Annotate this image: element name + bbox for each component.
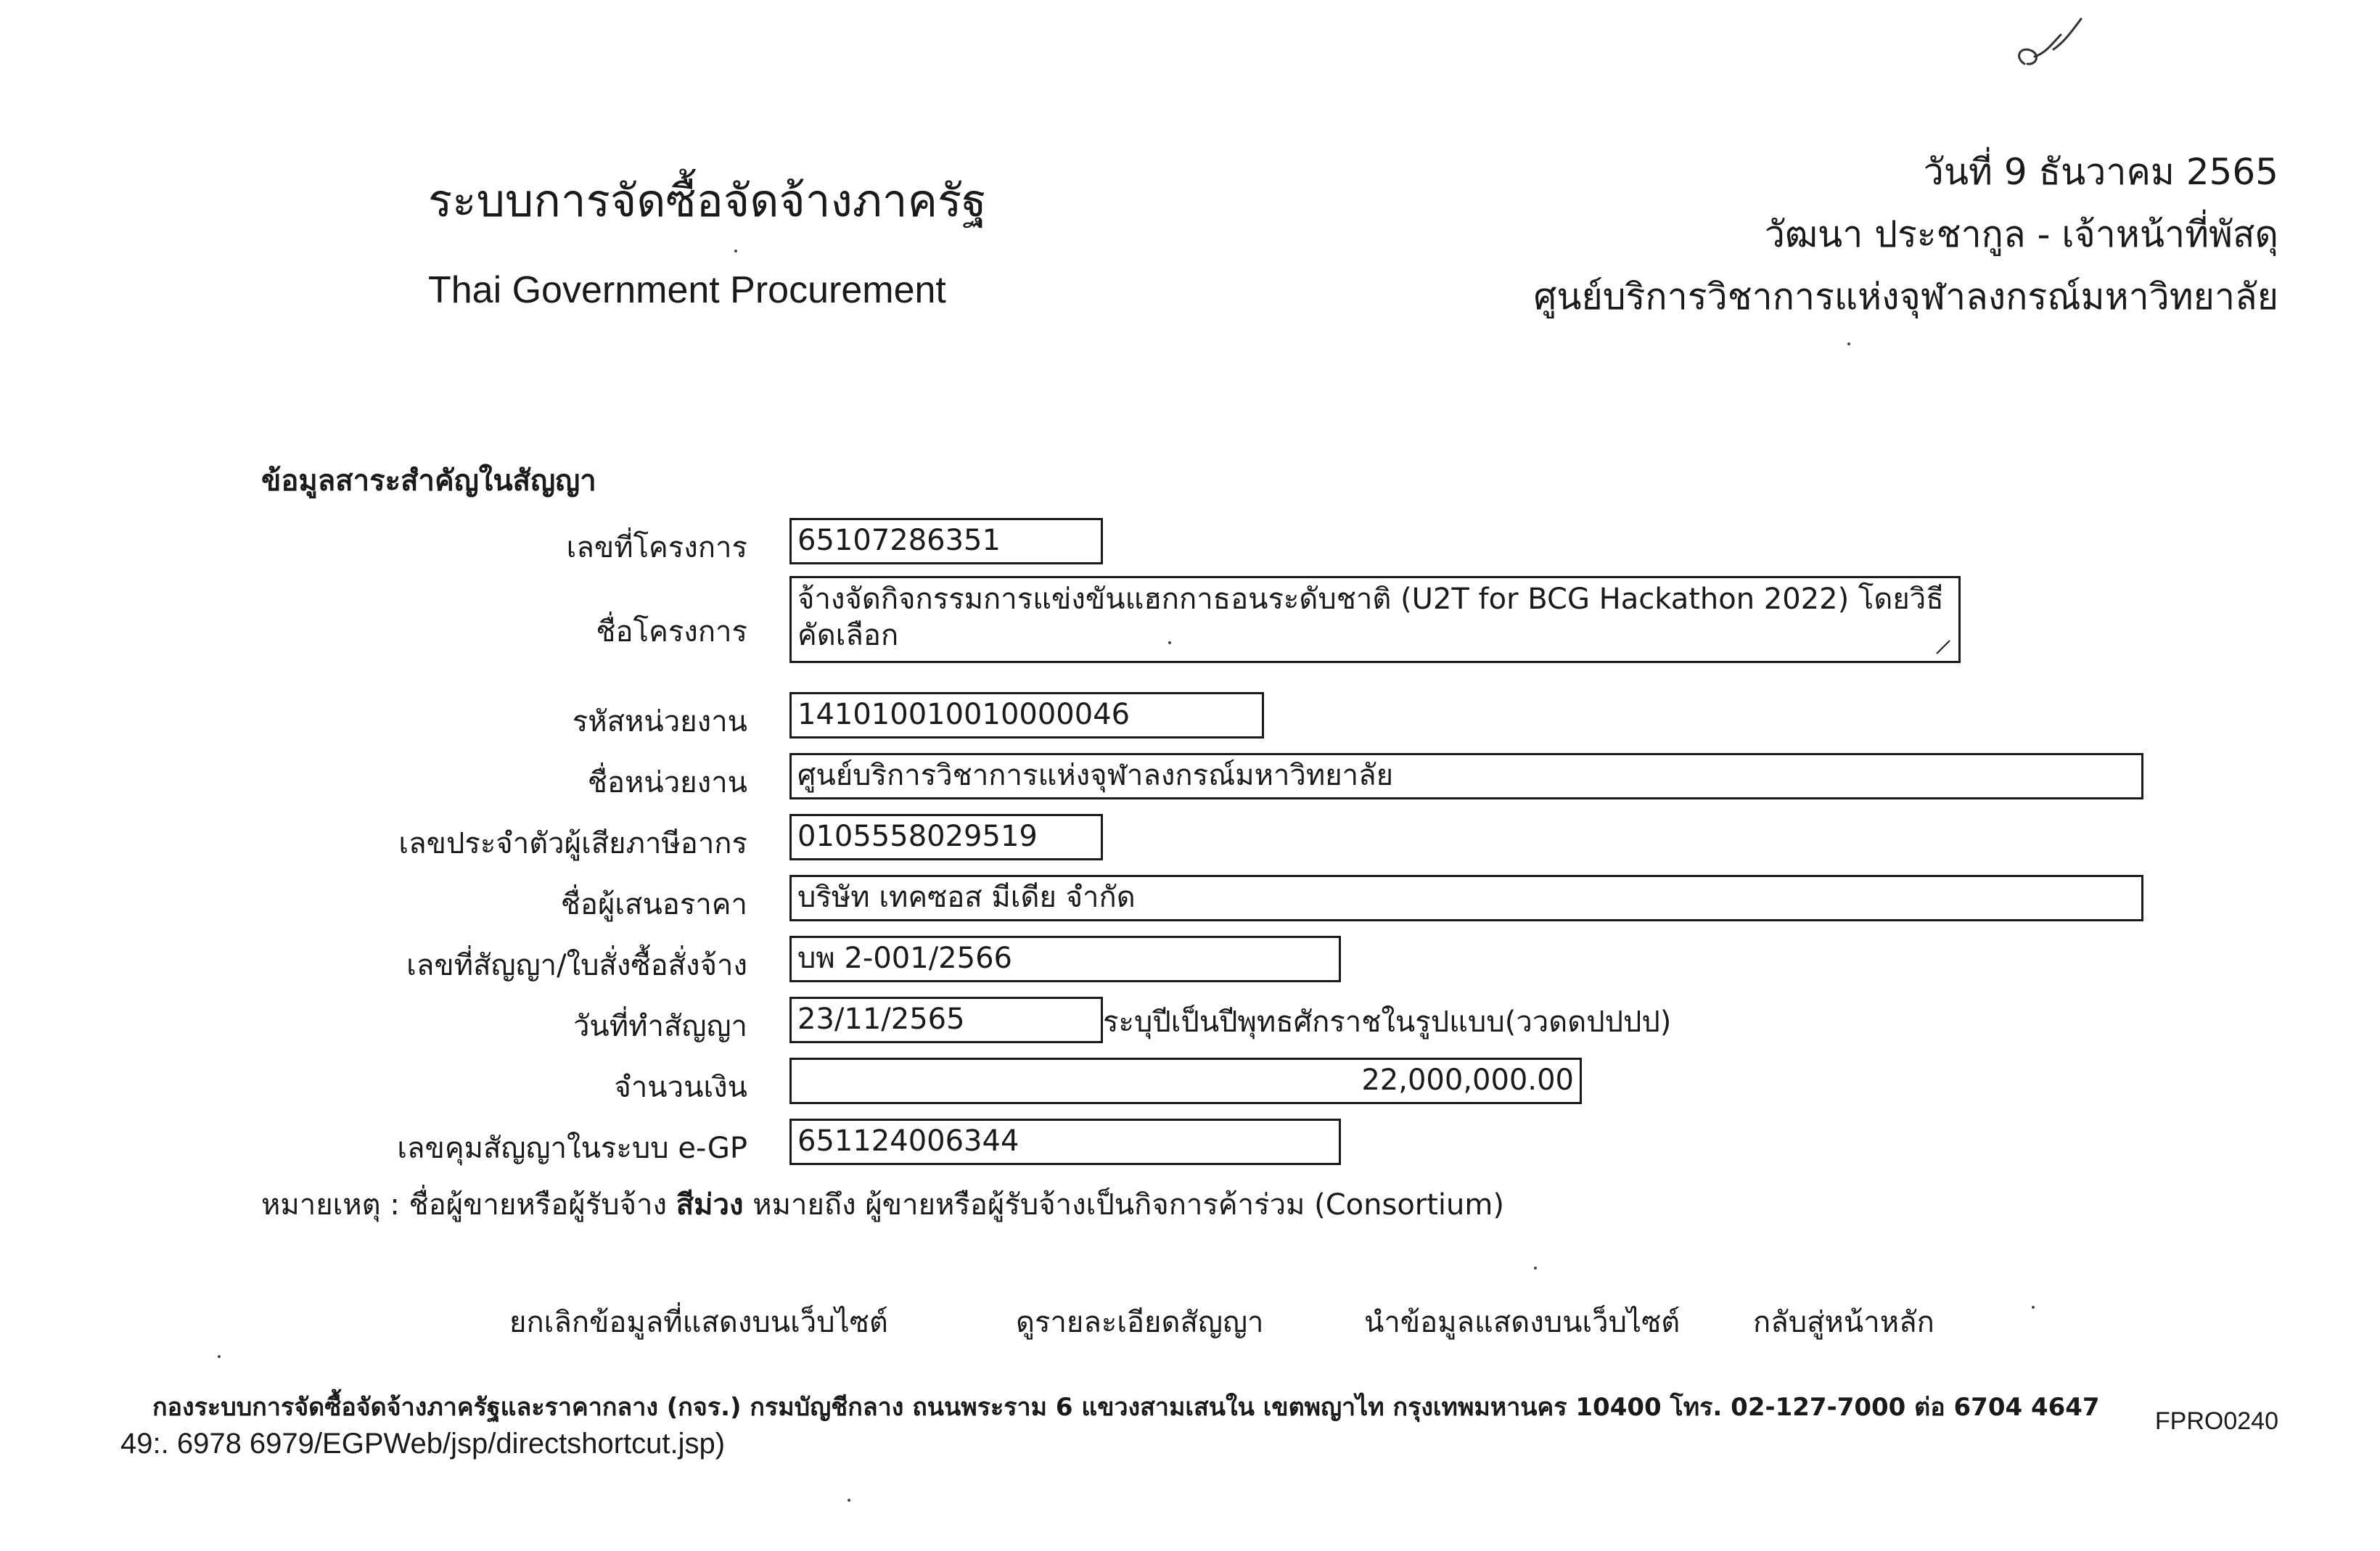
amount-label: จำนวนเงิน — [614, 1071, 747, 1104]
scan-speck — [848, 1499, 850, 1502]
tax-id-label: เลขประจำตัวผู้เสียภาษีอากร — [398, 827, 747, 860]
contract-date-hint: ระบุปีเป็นปีพุทธศักราชในรูปแบบ(ววดดปปปป) — [1103, 1005, 1672, 1039]
form-code: FPRO0240 — [2154, 1407, 2278, 1435]
project-name-field[interactable] — [789, 576, 1961, 663]
cancel-display-link[interactable]: ยกเลิกข้อมูลที่แสดงบนเว็บไซต์ — [509, 1306, 888, 1339]
scan-speck — [2032, 1306, 2035, 1309]
system-title-english: Thai Government Procurement — [428, 269, 946, 311]
project-no-field[interactable]: 65107286351 — [789, 518, 1103, 564]
view-contract-details-link[interactable]: ดูรายละเอียดสัญญา — [1016, 1306, 1264, 1339]
note-suffix: หมายถึง ผู้ขายหรือผู้รับจ้างเป็นกิจการค้าร่วม (Consortium) — [752, 1188, 1504, 1222]
publish-on-website-link[interactable]: นำข้อมูลแสดงบนเว็บไซต์ — [1364, 1306, 1681, 1339]
tax-id-field[interactable]: 0105558029519 — [789, 814, 1103, 860]
resize-handle-icon[interactable] — [1935, 639, 1951, 655]
officer-name: วัฒนา ประชากูล - เจ้าหน้าที่พัสดุ — [1764, 213, 2278, 255]
scan-speck — [1168, 641, 1171, 644]
scan-speck — [1847, 342, 1850, 345]
agency-name-field[interactable]: ศูนย์บริการวิชาการแห่งจุฬาลงกรณ์มหาวิทยาลัย — [789, 753, 2143, 799]
organization-name: ศูนย์บริการวิชาการแห่งจุฬาลงกรณ์มหาวิทยาลัย — [1533, 276, 2278, 318]
contract-no-field[interactable]: บพ 2-001/2566 — [789, 936, 1341, 982]
handwritten-page-mark — [2010, 13, 2090, 78]
footer-address: กองระบบการจัดซื้อจัดจ้างภาครัฐและราคากลาง (กจร.) กรมบัญชีกลาง ถนนพระราม 6 แขวงสามเสนใน เขตพญาไท กรุงเทพมหานคร 10400 โทร. 02-127-7000 ต่อ 6704 4647 — [152, 1393, 2100, 1422]
section-title: ข้อมูลสาระสำคัญในสัญญา — [261, 464, 596, 498]
system-title-thai: ระบบการจัดซื้อจัดจ้างภาครัฐ — [428, 174, 987, 227]
agency-code-label: รหัสหน่วยงาน — [572, 705, 747, 739]
footer-url: 49:. 6978 6979/EGPWeb/jsp/directshortcut.jsp) — [120, 1428, 726, 1460]
note-prefix: หมายเหตุ : ชื่อผู้ขายหรือผู้รับจ้าง — [261, 1188, 668, 1222]
print-date: วันที่ 9 ธันวาคม 2565 — [1923, 151, 2278, 193]
bidder-name-field[interactable]: บริษัท เทคซอส มีเดีย จำกัด — [789, 875, 2143, 921]
project-name-label: ชื่อโครงการ — [596, 615, 747, 649]
project-name-text: จ้างจัดกิจกรรมการแข่งขันแฮกกาธอนระดับชาติ (U2T for BCG Hackathon 2022) โดยวิธีคัดเลือก — [797, 583, 1944, 652]
egp-control-no-field[interactable]: 651124006344 — [789, 1119, 1341, 1165]
scan-speck — [218, 1355, 221, 1358]
bidder-name-label: ชื่อผู้เสนอราคา — [560, 888, 747, 921]
contract-date-label: วันที่ทำสัญญา — [573, 1010, 747, 1043]
agency-code-field[interactable]: 141010010010000046 — [789, 692, 1264, 739]
agency-name-label: ชื่อหน่วยงาน — [587, 766, 747, 799]
contract-date-field[interactable]: 23/11/2565 — [789, 997, 1103, 1043]
consortium-note — [261, 1181, 1504, 1227]
scan-speck — [1534, 1267, 1537, 1270]
back-to-home-link[interactable]: กลับสู่หน้าหลัก — [1753, 1306, 1934, 1339]
note-highlight: สีม่วง — [676, 1188, 744, 1222]
contract-no-label: เลขที่สัญญา/ใบสั่งซื้อสั่งจ้าง — [406, 949, 747, 982]
egp-control-no-label: เลขคุมสัญญาในระบบ e-GP — [397, 1132, 747, 1165]
project-no-label: เลขที่โครงการ — [566, 531, 747, 564]
amount-field[interactable]: 22,000,000.00 — [789, 1058, 1582, 1104]
scan-speck — [734, 250, 737, 252]
